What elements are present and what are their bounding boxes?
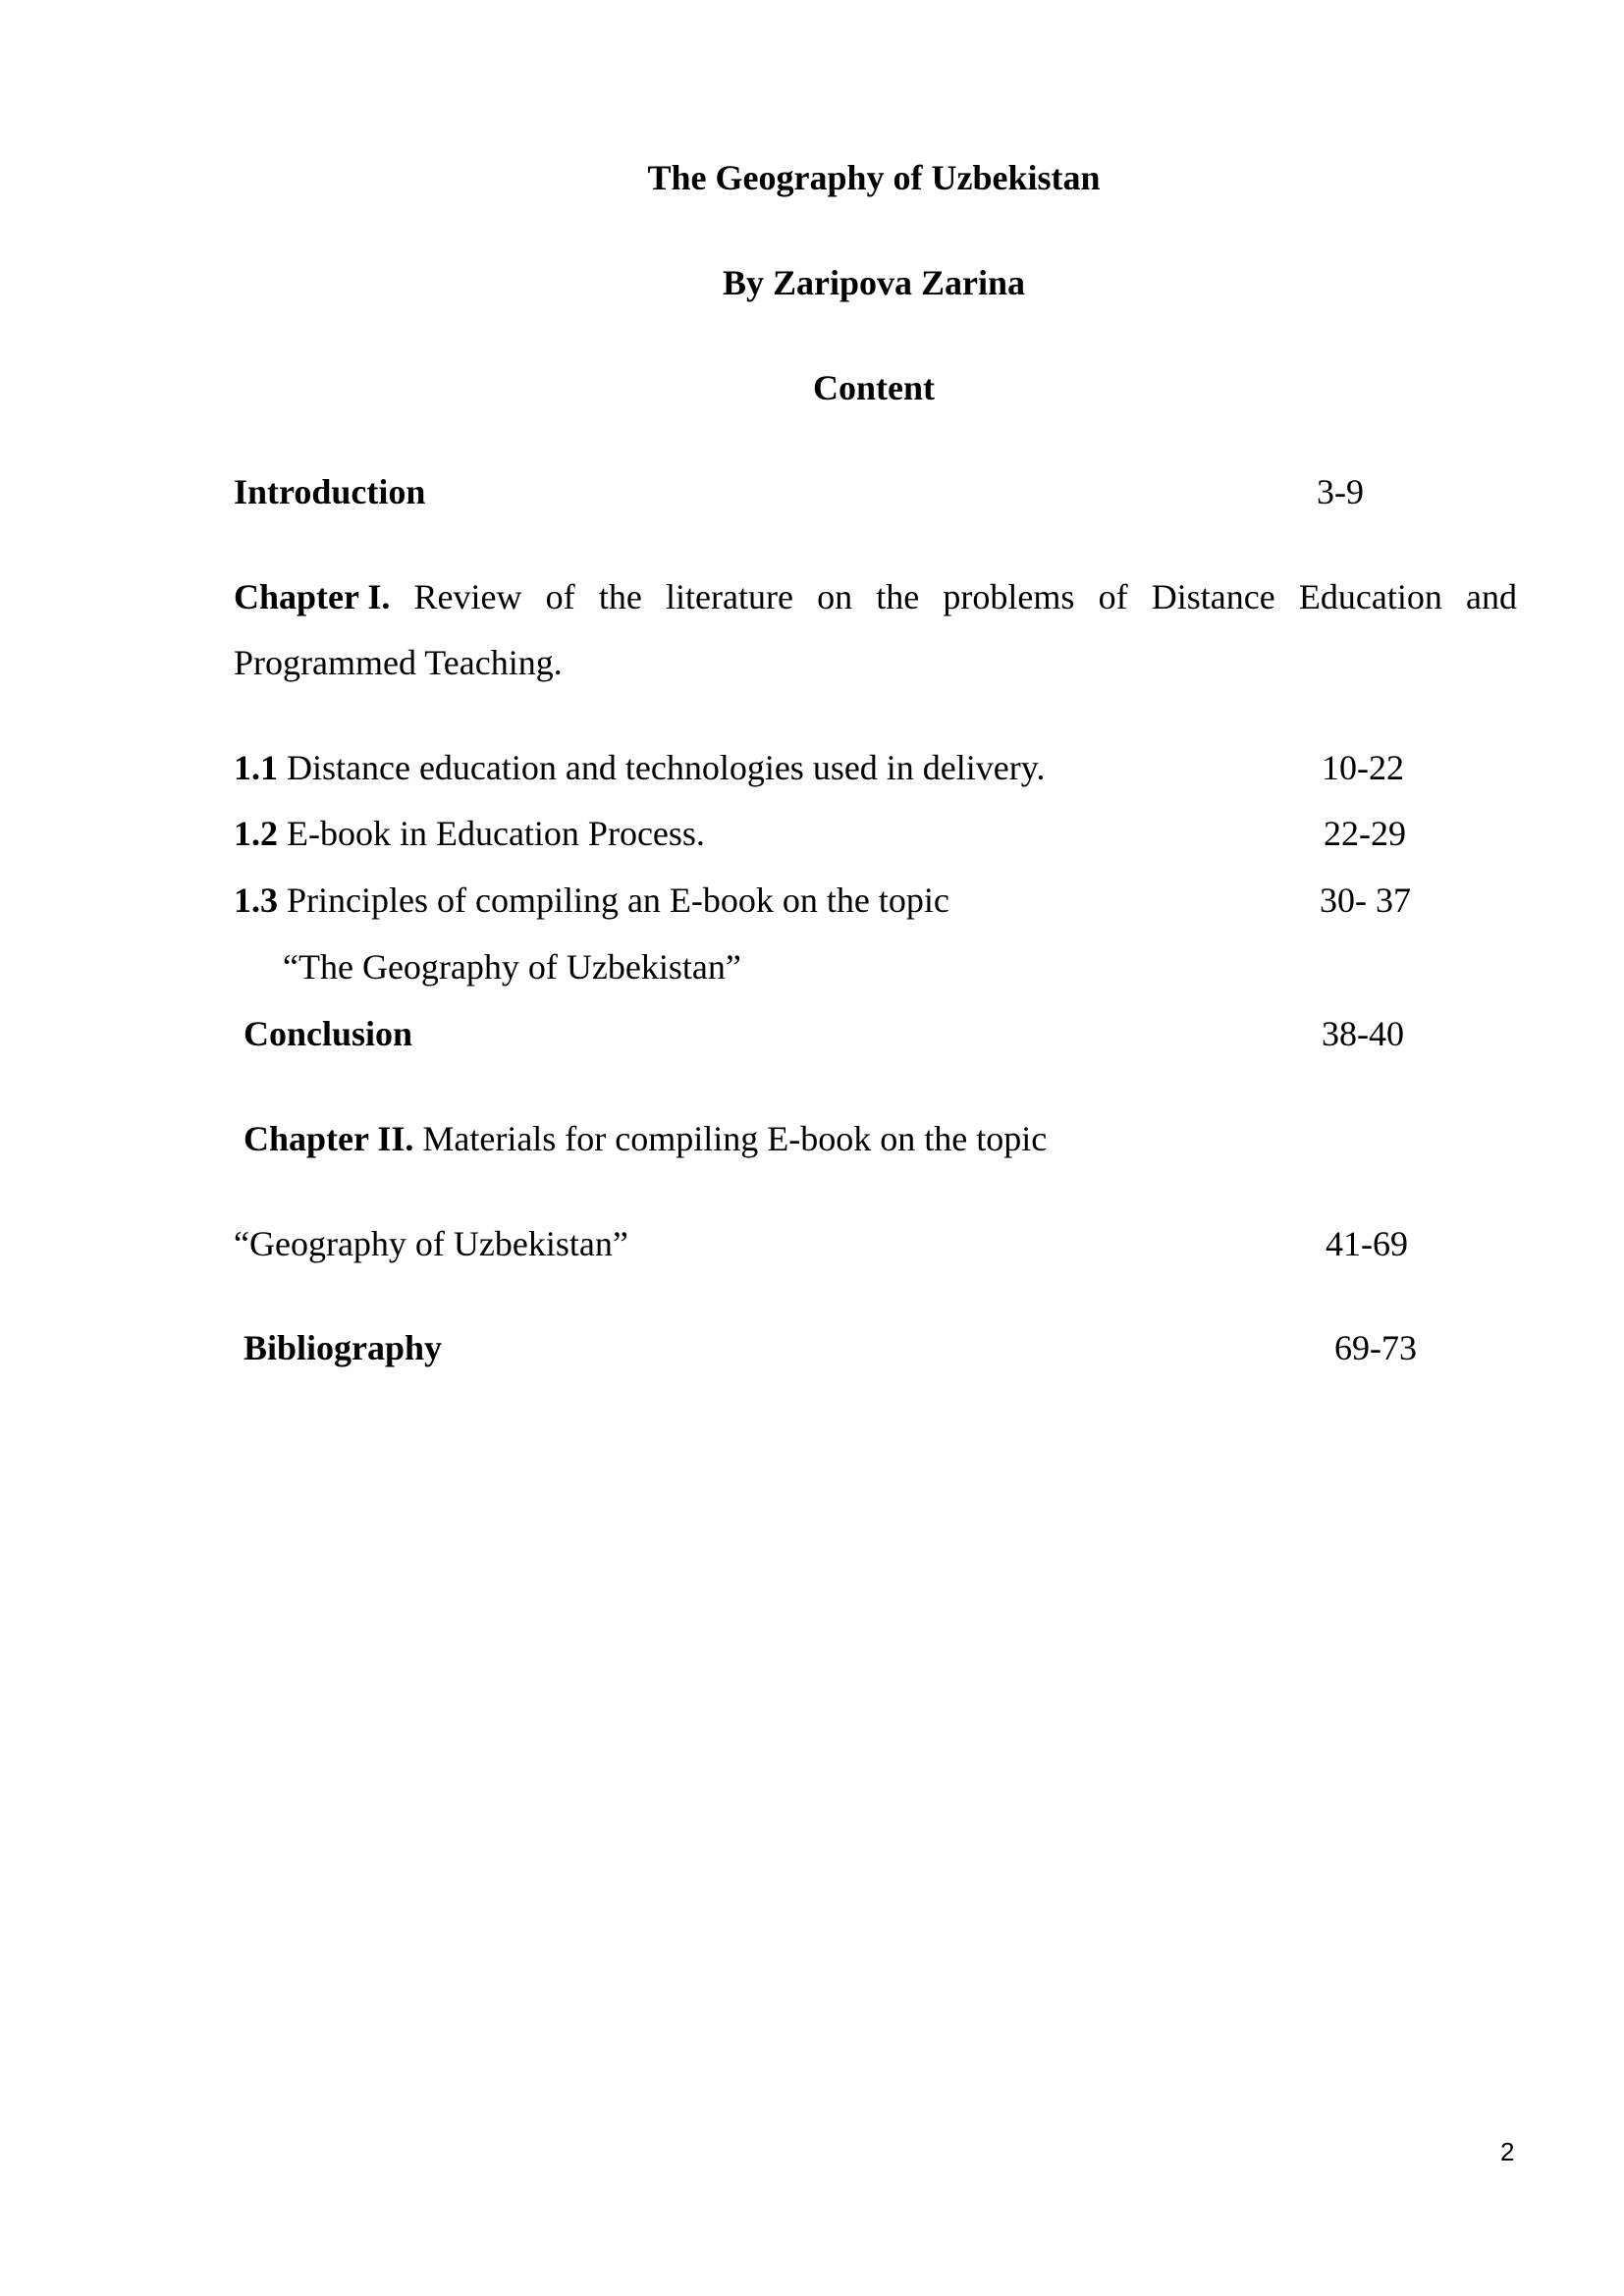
toc-section-1-1 (234, 746, 1045, 789)
toc-conclusion-pages: 38-40 (1322, 1014, 1404, 1053)
page-number: 2 (1500, 2137, 1515, 2166)
toc-chapter1-word: problems (943, 577, 1075, 616)
toc-chapter1-word: Review (413, 577, 522, 616)
toc-section-1-3 (234, 879, 949, 922)
author-line: By Zaripova Zarina (722, 263, 1026, 302)
toc-chapter1-line2: Programmed Teaching. (234, 643, 563, 682)
toc-section-text: Principles of compiling an E-book on the topic (287, 881, 949, 920)
toc-chapter1-word: of (1098, 577, 1128, 616)
toc-chapter2-pages: 41-69 (1326, 1224, 1408, 1263)
toc-section-number: 1.3 (234, 881, 278, 920)
toc-bibliography-pages: 69-73 (1334, 1328, 1417, 1367)
toc-chapter2-line2: “Geography of Uzbekistan” (234, 1224, 628, 1263)
toc-section-text: E-book in Education Process. (287, 814, 705, 853)
toc-chapter1-word: Education (1298, 577, 1442, 616)
toc-section-1-2-pages: 22-29 (1324, 814, 1406, 853)
toc-chapter1-word: the (598, 577, 642, 616)
toc-chapter2-line1 (244, 1117, 1047, 1160)
toc-bibliography-label: Bibliography (244, 1328, 443, 1367)
toc-section-1-3-pages: 30- 37 (1320, 881, 1411, 920)
toc-section-1-1-pages: 10-22 (1322, 748, 1404, 787)
toc-chapter2-text: Materials for compiling E-book on the topic (422, 1119, 1048, 1158)
toc-section-text: Distance education and technologies used in delivery. (287, 748, 1046, 787)
toc-chapter1-word: of (545, 577, 575, 616)
toc-chapter1-word: and (1466, 577, 1517, 616)
contents-heading: Content (813, 368, 935, 407)
toc-section-1-2 (234, 812, 705, 855)
toc-chapter1-word: Distance (1151, 577, 1275, 616)
toc-chapter1-word: the (876, 577, 920, 616)
toc-conclusion-label: Conclusion (244, 1014, 413, 1053)
toc-chapter1-word: literature (666, 577, 793, 616)
toc-introduction-pages: 3-9 (1317, 472, 1364, 511)
toc-section-number: 1.2 (234, 814, 278, 853)
toc-section-number: 1.1 (234, 748, 278, 787)
toc-chapter1-line1 (234, 575, 1517, 618)
toc-chapter1-label: Chapter I. (234, 577, 391, 616)
toc-chapter2-label: Chapter II. (244, 1119, 414, 1158)
toc-introduction-label: Introduction (234, 472, 426, 511)
document-title: The Geography of Uzbekistan (647, 158, 1101, 197)
toc-section-1-3-line2: “The Geography of Uzbekistan” (283, 947, 741, 987)
toc-chapter1-word: on (817, 577, 853, 616)
